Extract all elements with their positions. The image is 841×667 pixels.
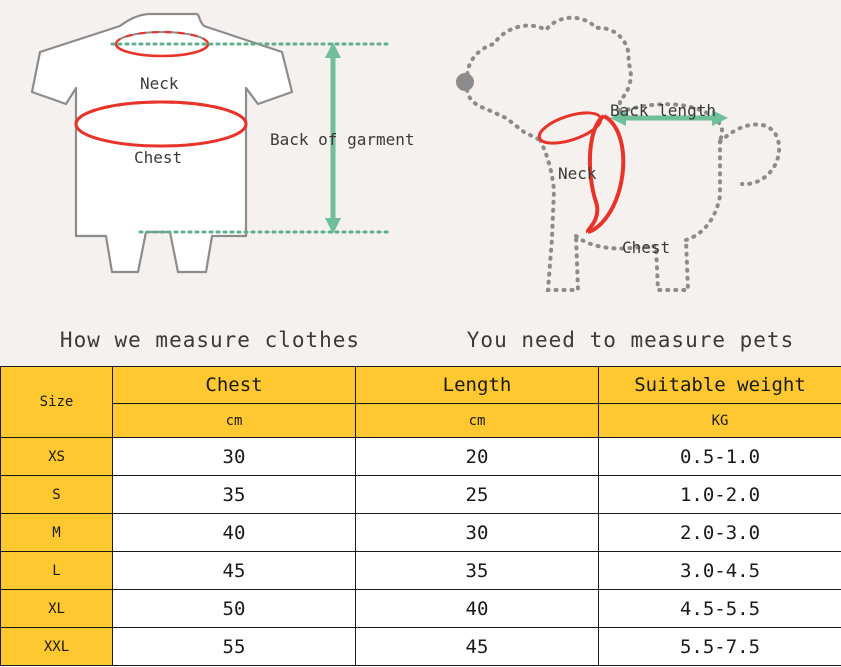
table-row bbox=[1, 590, 841, 628]
row-length: 20 bbox=[356, 438, 599, 476]
table-row bbox=[1, 628, 841, 666]
row-chest: 30 bbox=[113, 438, 356, 476]
row-length: 45 bbox=[356, 628, 599, 666]
header-size: Size bbox=[1, 367, 113, 438]
table-row bbox=[1, 476, 841, 514]
row-chest: 50 bbox=[113, 590, 356, 628]
garment-diagram bbox=[0, 0, 420, 366]
table-row bbox=[1, 514, 841, 552]
row-length: 25 bbox=[356, 476, 599, 514]
row-length: 40 bbox=[356, 590, 599, 628]
unit-chest: cm bbox=[113, 404, 356, 438]
garment-caption: How we measure clothes bbox=[59, 328, 361, 352]
row-chest: 35 bbox=[113, 476, 356, 514]
pet-caption: You need to measure pets bbox=[466, 328, 795, 352]
row-chest: 40 bbox=[113, 514, 356, 552]
row-size: M bbox=[1, 514, 113, 552]
row-size: XL bbox=[1, 590, 113, 628]
header-length: Length bbox=[356, 367, 599, 404]
table-row bbox=[1, 552, 841, 590]
row-size: XS bbox=[1, 438, 113, 476]
row-weight: 5.5-7.5 bbox=[599, 628, 841, 666]
pet-back-length-label: Back length bbox=[610, 101, 716, 120]
header-weight: Suitable weight bbox=[599, 367, 841, 404]
row-weight: 2.0-3.0 bbox=[599, 514, 841, 552]
row-size: S bbox=[1, 476, 113, 514]
pet-chest-label: Chest bbox=[622, 238, 671, 257]
table-row bbox=[1, 438, 841, 476]
pet-diagram bbox=[420, 0, 841, 366]
row-weight: 3.0-4.5 bbox=[599, 552, 841, 590]
garment-back-label: Back of garment bbox=[270, 130, 415, 149]
row-chest: 45 bbox=[113, 552, 356, 590]
row-weight: 1.0-2.0 bbox=[599, 476, 841, 514]
size-table bbox=[0, 366, 841, 666]
row-length: 30 bbox=[356, 514, 599, 552]
row-weight: 4.5-5.5 bbox=[599, 590, 841, 628]
row-size: L bbox=[1, 552, 113, 590]
garment-drawing bbox=[0, 0, 420, 330]
row-length: 35 bbox=[356, 552, 599, 590]
row-weight: 0.5-1.0 bbox=[599, 438, 841, 476]
pet-neck-label: Neck bbox=[558, 164, 597, 183]
table-unit-row bbox=[1, 404, 841, 438]
garment-neck-label: Neck bbox=[140, 74, 179, 93]
table-header-row bbox=[1, 367, 841, 404]
garment-chest-label: Chest bbox=[134, 148, 183, 167]
unit-weight: KG bbox=[599, 404, 841, 438]
row-size: XXL bbox=[1, 628, 113, 666]
header-chest: Chest bbox=[113, 367, 356, 404]
pet-drawing bbox=[420, 0, 841, 330]
row-chest: 55 bbox=[113, 628, 356, 666]
unit-length: cm bbox=[356, 404, 599, 438]
